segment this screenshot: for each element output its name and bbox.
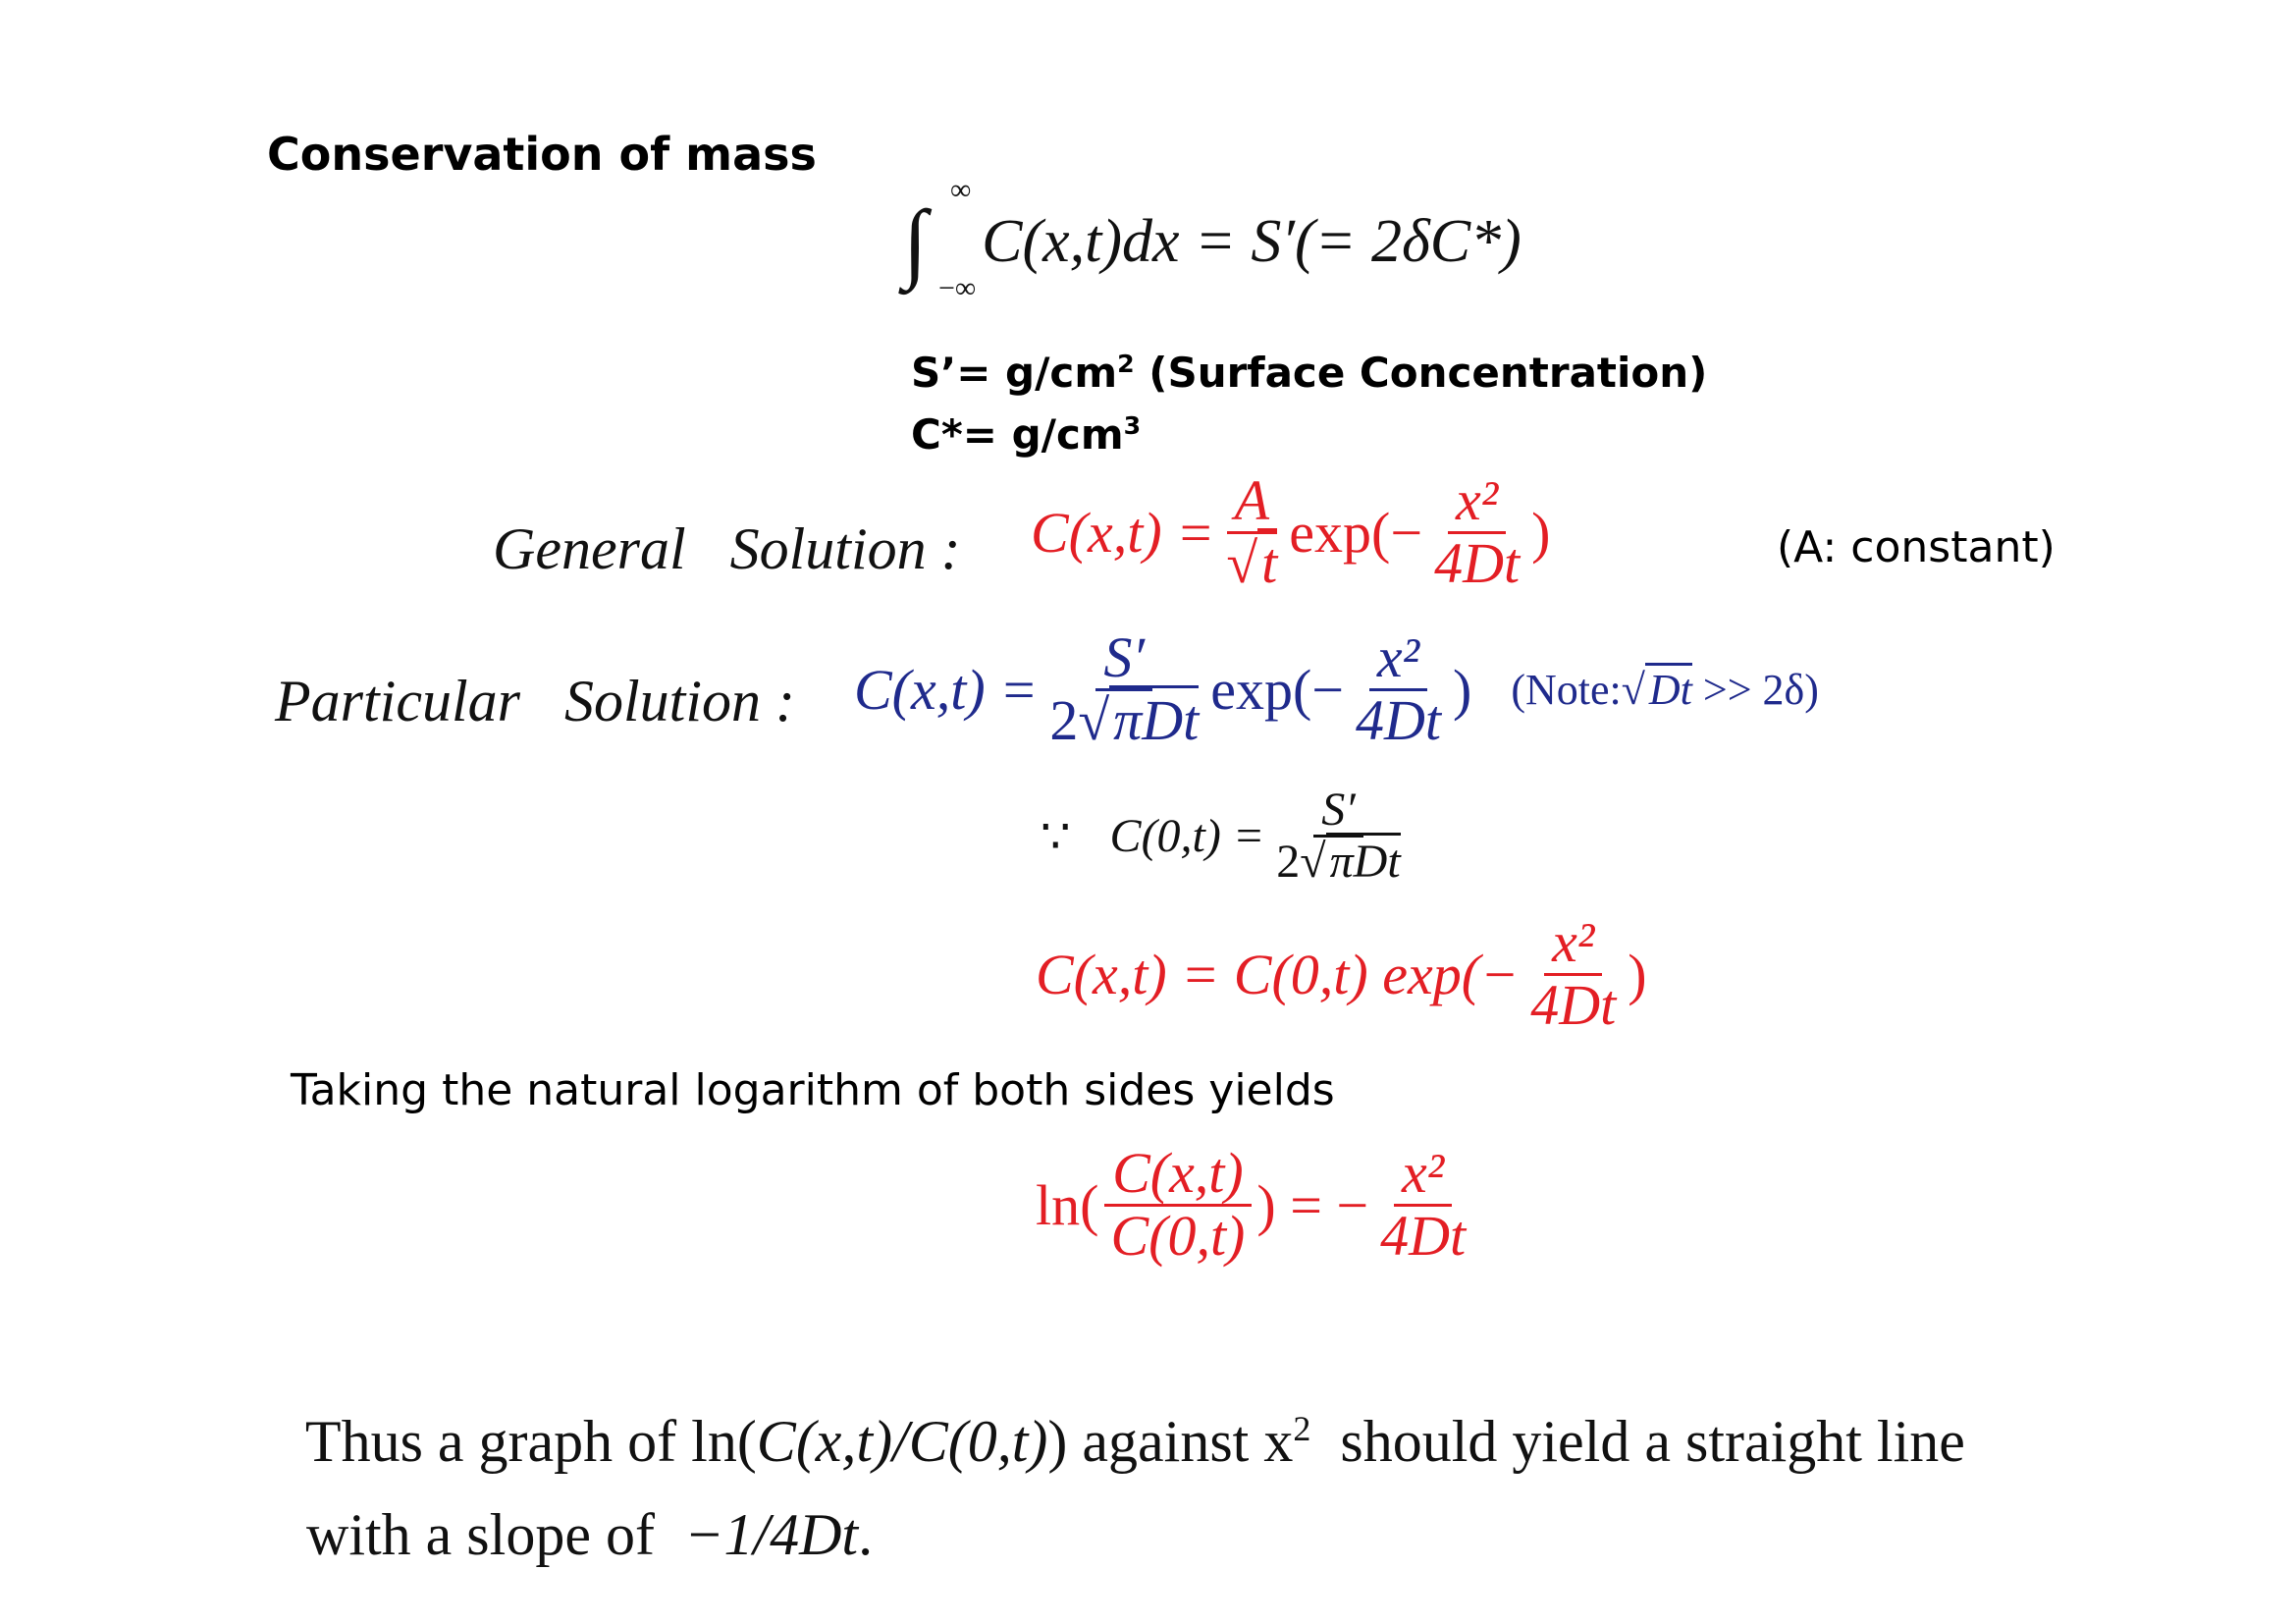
log-rhs-num: x² xyxy=(1394,1144,1452,1207)
combined-close: ) xyxy=(1628,942,1647,1006)
c-star-definition xyxy=(911,410,1141,459)
particular-exp-fraction xyxy=(1348,625,1449,752)
log-intro-text: Taking the natural logarithm of both sides yields xyxy=(291,1065,1335,1115)
mass-integral-body: C(x,t)dx = S′(= 2δC*) xyxy=(982,208,1522,275)
conclusion-text-d: should yield a straight line xyxy=(1310,1409,1965,1474)
conclusion-ratio: C(x,t)/C(0,t) xyxy=(756,1409,1048,1474)
integral-lower-limit: −∞ xyxy=(938,272,977,304)
particular-note-prefix: (Note: xyxy=(1511,665,1622,714)
log-rhs-den: 4Dt xyxy=(1380,1203,1467,1268)
conclusion-slope-prefix: with a slope of xyxy=(306,1502,684,1567)
log-ratio-num: C(x,t) xyxy=(1104,1144,1252,1207)
general-exp-open: exp(− xyxy=(1289,500,1423,565)
conclusion-period: . xyxy=(858,1502,874,1567)
because-fraction xyxy=(1268,785,1408,888)
s-prime-definition xyxy=(911,349,1707,397)
general-solution-label: General Solution : xyxy=(493,516,961,581)
s-prime-exponent: 2 xyxy=(1117,350,1135,378)
particular-lhs: C(x,t) = xyxy=(854,657,1039,722)
particular-frac-num: S′ xyxy=(1095,628,1152,691)
conclusion-line-2 xyxy=(277,1434,873,1569)
general-fraction xyxy=(1218,468,1285,595)
general-frac-den: √t xyxy=(1218,534,1285,594)
mass-integral-equation xyxy=(903,174,1522,304)
because-lhs: C(0,t) = xyxy=(1109,810,1265,863)
c-star-text: C*= g/cm xyxy=(911,410,1124,459)
particular-fraction xyxy=(1041,625,1206,752)
because-den: 2√πDt xyxy=(1268,838,1408,887)
particular-note: (Note:√Dt >> 2δ) xyxy=(1511,665,1819,715)
particular-note-radicand: Dt xyxy=(1645,663,1692,714)
because-num: S′ xyxy=(1313,785,1363,838)
particular-solution-equation xyxy=(854,625,1819,752)
general-frac-num: A xyxy=(1227,471,1277,534)
because-den-radicand: πDt xyxy=(1326,833,1401,888)
conclusion-slope-value: −1/4Dt xyxy=(683,1502,859,1567)
log-ratio-fraction xyxy=(1102,1141,1253,1268)
general-exp-den: 4Dt xyxy=(1434,530,1521,595)
particular-exp-num: x² xyxy=(1369,628,1427,691)
general-lhs: C(x,t) = xyxy=(1031,500,1215,565)
page-title: Conservation of mass xyxy=(267,128,817,181)
combined-lhs: C(x,t) = C(0,t) exp(− xyxy=(1036,942,1520,1006)
general-frac-den-radicand: t xyxy=(1257,528,1277,595)
because-symbol: ∵ xyxy=(1041,810,1071,863)
combined-fraction xyxy=(1522,910,1624,1037)
particular-frac-den-coef: 2 xyxy=(1049,687,1079,752)
log-rhs-fraction xyxy=(1372,1141,1473,1268)
conclusion-text-c: ) against x xyxy=(1047,1409,1294,1474)
integral-sign: ∫ xyxy=(903,193,928,291)
s-prime-text: S’= g/cm xyxy=(911,349,1118,397)
combined-den: 4Dt xyxy=(1530,972,1617,1037)
log-equation xyxy=(1036,1141,1477,1268)
c-star-exponent: 3 xyxy=(1123,411,1142,440)
particular-note-suffix: >> 2δ) xyxy=(1691,665,1819,714)
general-solution-equation xyxy=(1031,468,1551,595)
combined-equation xyxy=(1036,910,1647,1037)
log-mid: ) = − xyxy=(1256,1172,1369,1237)
because-equation xyxy=(1041,785,1413,888)
general-constant-note: (A: constant) xyxy=(1777,522,2056,572)
because-den-coef: 2 xyxy=(1276,836,1301,889)
s-prime-description: (Surface Concentration) xyxy=(1134,349,1708,397)
general-exp-num: x² xyxy=(1448,471,1506,534)
particular-exp-close: ) xyxy=(1453,657,1472,722)
particular-solution-label: Particular Solution : xyxy=(275,669,795,733)
general-exp-close: ) xyxy=(1531,500,1551,565)
combined-num: x² xyxy=(1544,913,1602,976)
integral-upper-limit: ∞ xyxy=(950,174,972,206)
particular-frac-den-radicand: πDt xyxy=(1109,685,1199,752)
conclusion-text-a: Thus a graph of ln( xyxy=(304,1409,757,1474)
general-exp-fraction xyxy=(1426,468,1527,595)
log-ratio-den: C(0,t) xyxy=(1110,1203,1246,1268)
particular-exp-open: exp(− xyxy=(1210,657,1344,722)
log-prefix: ln( xyxy=(1036,1172,1099,1237)
particular-exp-den: 4Dt xyxy=(1356,687,1441,752)
conclusion-exponent: 2 xyxy=(1293,1409,1311,1448)
particular-frac-den: 2√πDt xyxy=(1041,691,1206,751)
